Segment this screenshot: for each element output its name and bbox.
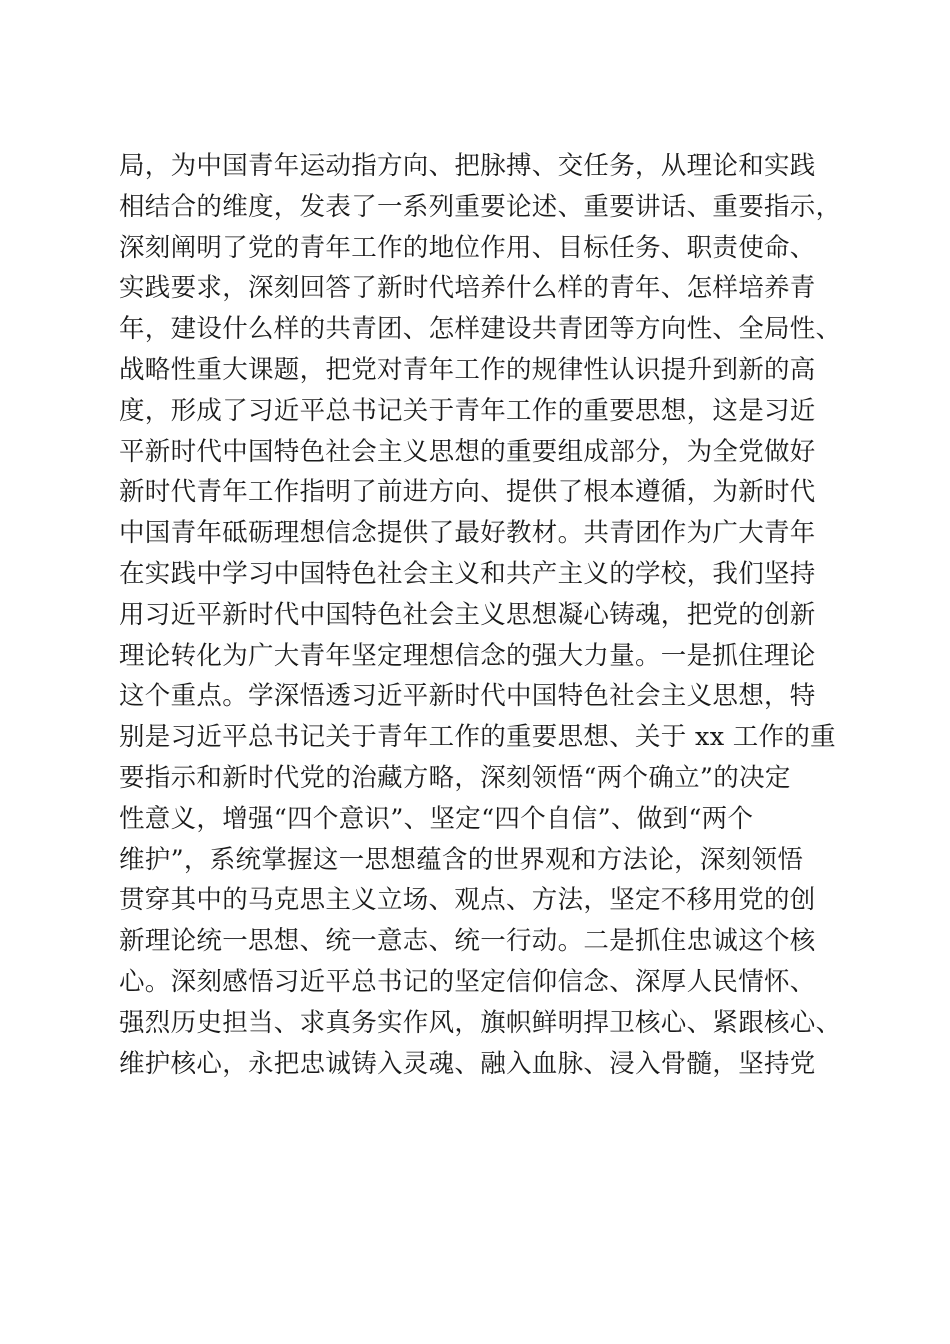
text-line: 中国青年砥砺理想信念提供了最好教材。共青团作为广大青年 [119,518,816,549]
text-line: 这个重点。学深悟透习近平新时代中国特色社会主义思想，特 [119,681,816,712]
text-line: 战略性重大课题，把党对青年工作的规律性认识提升到新的高 [119,354,816,385]
text-line: 度，形成了习近平总书记关于青年工作的重要思想，这是习近 [119,395,816,426]
text-line: 用习近平新时代中国特色社会主义思想凝心铸魂，把党的创新 [119,599,816,630]
text-line: 贯穿其中的马克思主义立场、观点、方法，坚定不移用党的创 [119,885,816,916]
text-line: 强烈历史担当、求真务实作风，旗帜鲜明捍卫核心、紧跟核心、 [119,1007,842,1038]
text-line: 心。深刻感悟习近平总书记的坚定信仰信念、深厚人民情怀、 [119,966,816,997]
text-line: 在实践中学习中国特色社会主义和共产主义的学校，我们坚持 [119,558,816,589]
text-line: 别是习近平总书记关于青年工作的重要思想、关于 xx 工作的重 [119,722,836,753]
text-line: 性意义，增强“四个意识”、坚定“四个自信”、做到“两个 [119,803,754,834]
text-line: 要指示和新时代党的治藏方略，深刻领悟“两个确立”的决定 [119,762,791,793]
text-line: 年，建设什么样的共青团、怎样建设共青团等方向性、全局性、 [119,314,842,345]
text-line: 实践要求，深刻回答了新时代培养什么样的青年、怎样培养青 [119,273,816,304]
text-line: 维护”，系统掌握这一思想蕴含的世界观和方法论，深刻领悟 [119,844,804,875]
text-line: 新理论统一思想、统一意志、统一行动。二是抓住忠诚这个核 [119,926,816,957]
text-line: 平新时代中国特色社会主义思想的重要组成部分，为全党做好 [119,436,816,467]
text-line: 相结合的维度，发表了一系列重要论述、重要讲话、重要指示， [119,191,842,222]
body-paragraph [119,146,859,1084]
text-line: 深刻阐明了党的青年工作的地位作用、目标任务、职责使命、 [119,232,816,263]
text-line: 理论转化为广大青年坚定理想信念的强大力量。一是抓住理论 [119,640,816,671]
text-line: 新时代青年工作指明了前进方向、提供了根本遵循，为新时代 [119,477,816,508]
text-line: 局，为中国青年运动指方向、把脉搏、交任务，从理论和实践 [119,151,816,181]
text-line: 维护核心，永把忠诚铸入灵魂、融入血脉、浸入骨髓，坚持党 [119,1048,816,1079]
